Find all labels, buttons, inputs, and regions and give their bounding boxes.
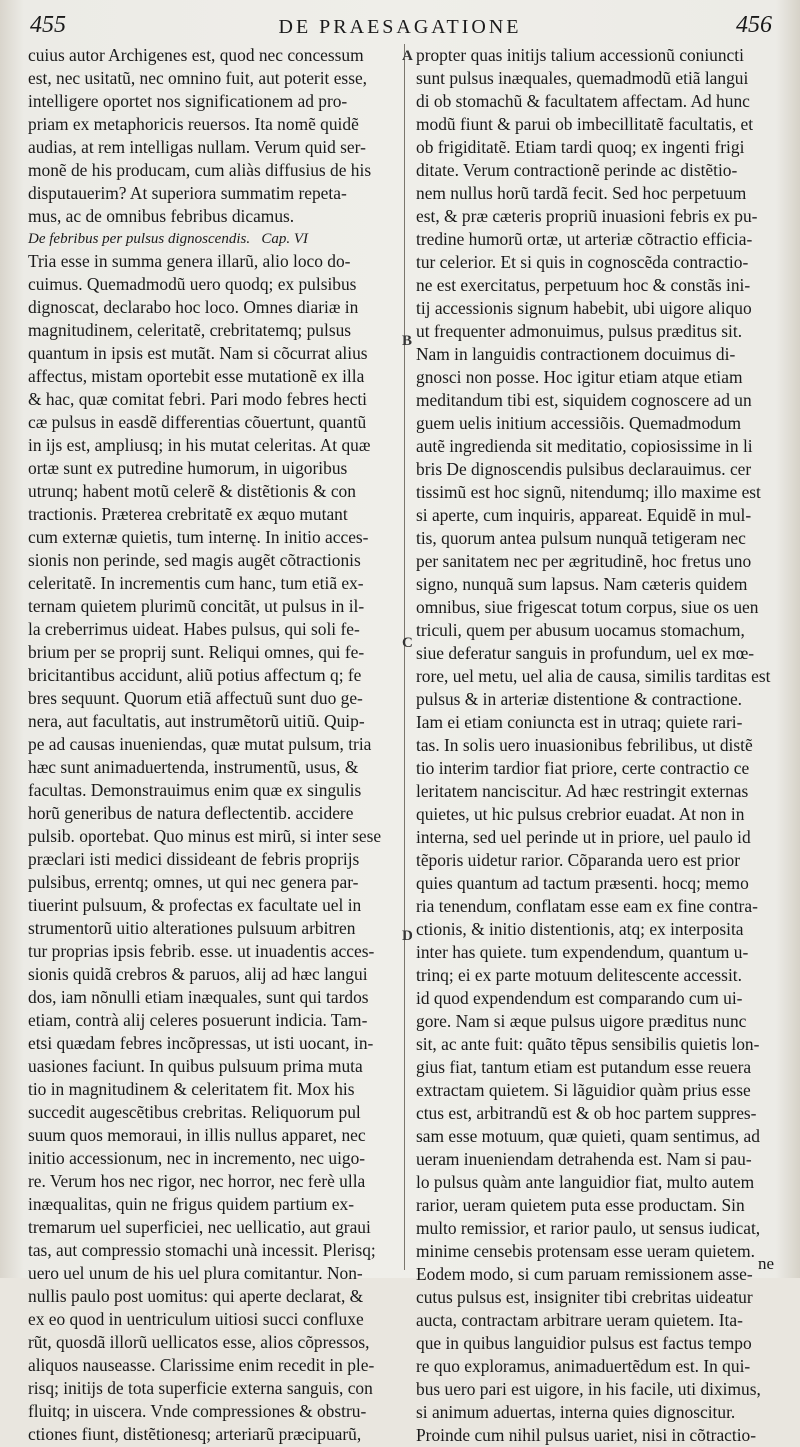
left-text-top: cuius autor Archigenes est, quod nec concessum est, nec usitatũ, nec omnino fuit, aut poterit esse, intelligere oportet nos significationem ad pro- priam ex metaphoricis reuersos. Ita nomẽ quidẽ audias, at rem intelligas nullam. Verum quid ser- monẽ de his producam, cum aliàs diffusius de his disputauerim? At superiora summatim repeta- mus, ac de omnibus febribus dicamus. (28, 45, 372, 226)
margin-marker-a: A (402, 48, 413, 64)
margin-marker-b: B (402, 333, 413, 349)
column-divider (404, 44, 405, 1270)
catchword: ne (757, 1254, 774, 1273)
running-title: DE PRAESAGATIONE (278, 16, 522, 38)
right-column (416, 44, 772, 1445)
left-column (28, 44, 394, 1444)
margin-marker-c: C (402, 635, 413, 651)
right-text: propter quas initijs talium accessionũ coniuncti sunt pulsus inæquales, quemadmodũ etiã langui di ob stomachũ & facultatem affectam. Ad hunc modũ fiunt & parui ob imbecillitatẽ facultatis, et ob frigiditatẽ. Etiam tardi quoq; ex ingenti frigi ditate. Verum contractionẽ perinde ac distẽtio- nem nullus horũ tardã fecit. Sed hoc perpetuum est, & præ cæteris propriũ inuasioni febris ex pu- tredine humorũ ortæ, ut arteriæ cõtractio efficia- tur celerior. Et si quis in cognoscẽda contractio- ne est exercitatus, perpetuum hoc & constãs ini- tij accessionis signum habebit, ubi uigore aliquo ut frequenter admonuimus, pulsus præditus sit. Nam in languidis contractionem docuimus di- gnosci non posse. Hoc igitur etiam atque etiam meditandum tibi est, siquidem cognoscere ad un guem uelis initium accessiõis. Quemadmodum autẽ ingredienda sit meditatio, copiosissime in li bris De dignoscendis pulsibus declarauimus. cer tissimũ est hoc signũ, nitendumq; illo maxime est si aperte, cum inquiris, appareat. Equidẽ in mul- tis, quorum antea pulsum nunquã tetigeram nec per sanitatem nec per ægritudinẽ, hoc fretus uno signo, nunquã sum lapsus. Nam cæteris quidem omnibus, siue frigescat totum corpus, siue os uen triculi, quem per abusum uocamus stomachum, siue deferatur sanguis in profundum, uel ex mœ- rore, uel metu, uel alia de causa, similis tarditas est pulsus & in arteriæ distentione & contractione. Iam ei etiam coniuncta est in utraq; quiete rari- tas. In solis uero inuasionibus febrilibus, ut distẽ tio interim tardior fiat priore, certe contractio ce leritatem nanciscitur. Ad hæc restringit externas quietes, ut hic pulsus crebrior euadat. At non in interna, sed uel perinde ut in priore, uel paulo id tẽporis uidetur rarior. Cõparanda uero est prior quies quantum ad tactum præsenti. hocq; memo ria tenendum, conflatam esse eam ex fine contra- ctionis, & initio distentionis, atq; ex interposita inter has quiete. tum expendendum, quantum u- trinq; ei ex parte motuum delitescente accessit. id quod expendendum est comparando cum ui- gore. Nam si æque pulsus uigore præditus nunc sit, ac ante fuit: quãto tẽpus sensibilis quietis lon- gius fiat, tantum etiam est putandum esse reuera extractam quietem. Si lãguidior quàm prius esse ctus est, arbitrandũ est & ob hoc partem suppres- sam esse motuum, quæ quieti, quam sentimus, ad ueram inueniendam detrahenda est. Nam si pau- lo pulsus quàm ante languidior fiat, multo autem rarior, ueram quietem puta esse productam. Sin multo remissior, et rarior paulo, ut sensus iudicat, minime censebis protensam esse ueram quietem. Eodem modo, si cum paruam remissionem asse- cutus pulsus est, insigniter tibi crebritas uideatur aucta, contractam arbitrare ueram quietem. Ita- que in quibus languidior pulsus est factus tempo re quo exploramus, animaduertẽdum est. In qui- bus uero pari est uigore, in his facile, uti diximus, si animum aduertas, interna quies dignoscitur. Proinde cum nihil pulsus uariet, nisi in cõtractio- (416, 45, 771, 1445)
page-number-left: 455 (30, 12, 66, 38)
chapter-heading: De febribus per pulsus dignoscendis. Cap. VI (28, 231, 308, 247)
margin-marker-d: D (402, 928, 413, 944)
left-text-main: Tria esse in summa genera illarũ, alio loco do- cuimus. Quemadmodũ uero quodq; ex pulsibus dignoscat, declarabo hoc loco. Omnes diariæ in magnitudinem, celeritatẽ, crebritatemq; pulsus quantum in ipsis est mutãt. Nam si cõcurrat alius affectus, mistam oportebit esse mutationẽ ex illa & hac, quæ comitat febri. Pari modo febres hecti cæ pulsus in easdẽ differentias cõuertunt, quantũ in ijs est, ampliusq; in his mutat celeritas. At quæ ortæ sunt ex putredine humorum, in uigoribus utrunq; habent motũ celerẽ & distẽtionis & con tractionis. Præterea crebritatẽ ex æquo mutant cum externæ quietis, tum internę. In initio acces- sionis non perinde, sed magis augẽt cõtractionis celeritatẽ. In incrementis cum hanc, tum etiã ex- ternam quietem plurimũ concitãt, ut pulsus in il- la creberrimus uideat. Habes pulsus, qui soli fe- brium per se proprij sunt. Reliqui omnes, qui fe- bricitantibus accidunt, aliũ potius affectum q; fe bres sequunt. Quorum etiã affectuũ sunt duo ge- nera, aut facultatis, aut instrumẽtorũ uitiũ. Quip- pe ad causas inueniendas, quæ mutat pulsum, tria hæc sunt animaduertenda, instrumentũ, usus, & facultas. Demonstrauimus enim quæ ex singulis horũ generibus de natura deflectentib. accidere pulsib. oportebat. Quo minus est mirũ, si inter sese præclari isti medici dissideant de febris proprijs pulsibus, errentq; omnes, ut qui nec genera par- tiuerint pulsuum, & profectas ex facultate uel in strumentorũ uitio alterationes pulsuum arbitren tur proprias ipsis febrib. esse. ut inuadentis acces- sionis quidã crebros & paruos, alij ad hæc langui dos, iam nõnulli etiam inæquales, sunt qui tardos etiam, contrà alij celeres posuerunt indicia. Tam- etsi quædam febres incõpressas, ut isti uocant, in- uasiones faciunt. In quibus pulsuum prima muta tio in magnitudinem & celeritatem fit. Mox his succedit augescẽtibus crebritas. Reliquorum pul suum quos memoraui, in illis nullus apparet, nec initio accessionum, nec in incremento, nec uigo- re. Verum hos nec rigor, nec horror, nec ferè ulla inæqualitas, quin ne frigus quidem partium ex- tremarum uel superficiei, nec uellicatio, aut graui tas, aut compressio stomachi unà incessit. Plerisq; uero uel unum de his uel plura comitantur. Non- nullis paulo post uomitus: qui aperte declarat, & ex eo quod in uentriculum uitiosi succi confluxe rũt, quosdã illorũ uellicatos esse, alios cõpressos, aliquos nauseasse. Clarissime enim recedit in ple- risq; initijs de tota superficie externa sanguis, con fluitq; in uiscera. Vnde compressiones & obstru- ctiones fiunt, distẽtionesq; arteriarũ præcipuarũ, (28, 250, 382, 1444)
page-number-right: 456 (736, 12, 772, 38)
page-header (0, 6, 800, 40)
